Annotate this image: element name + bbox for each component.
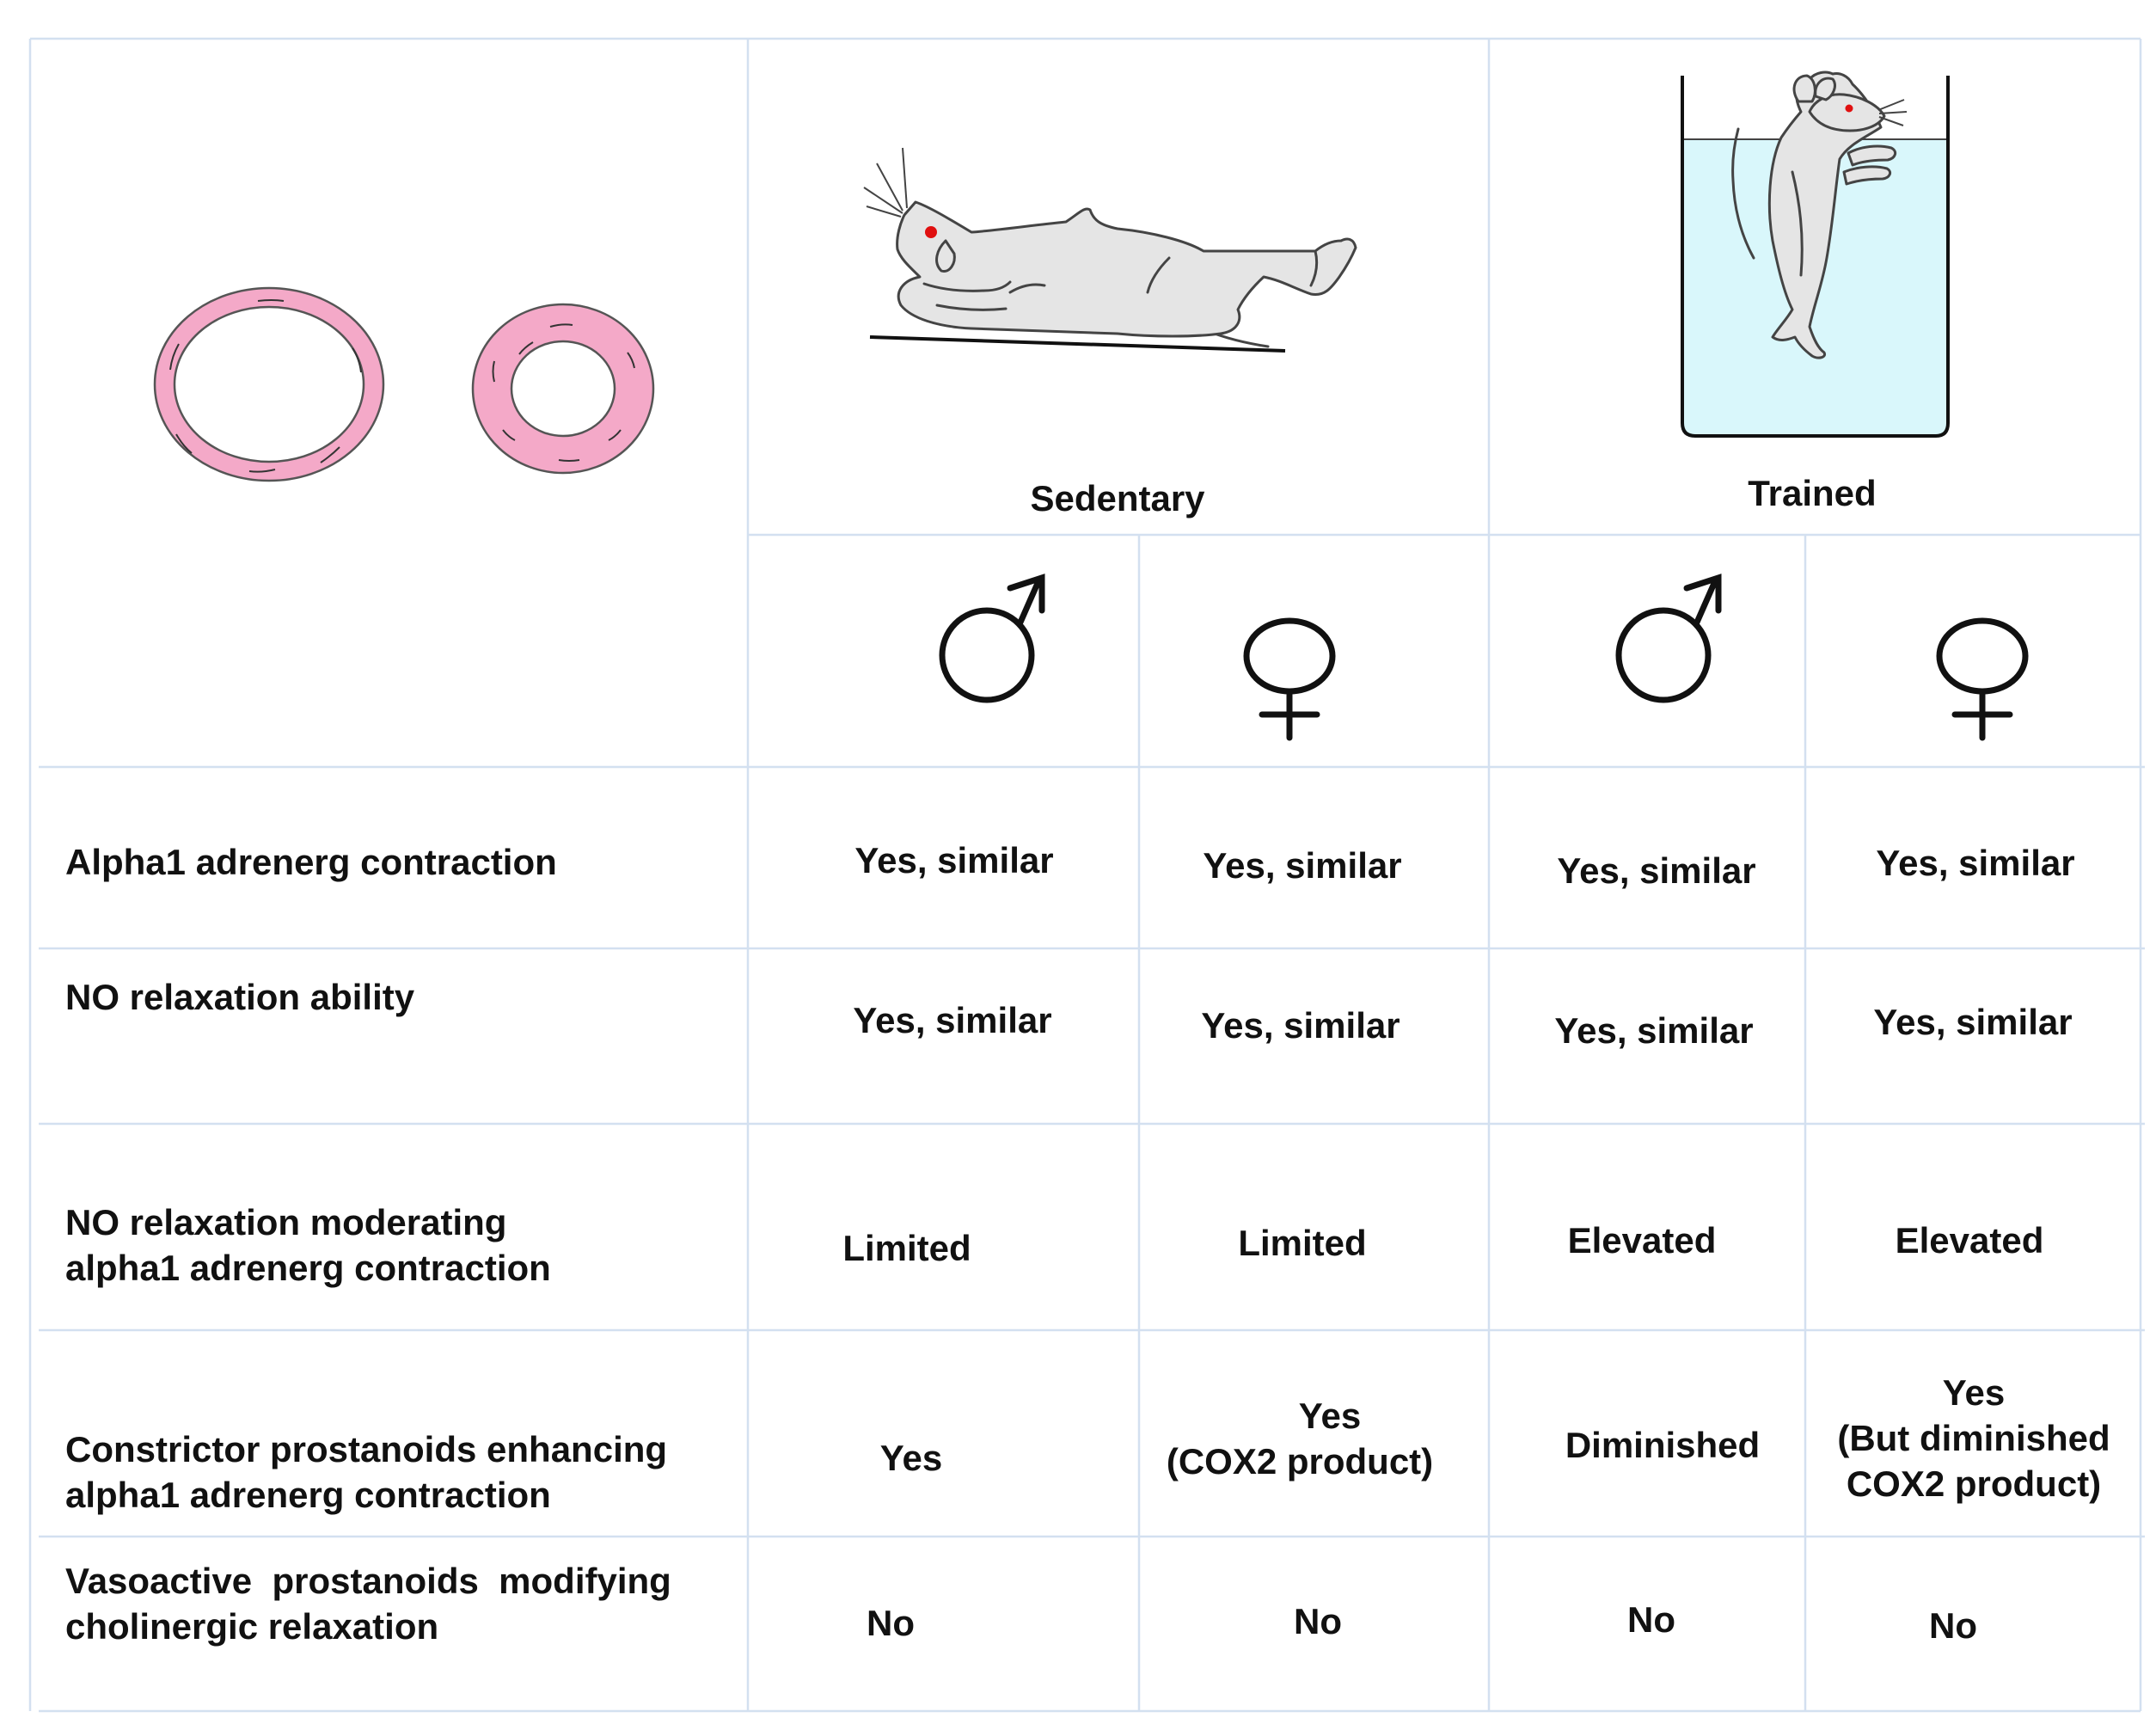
- table-cell: No: [1627, 1599, 1675, 1640]
- table-cell: Limited: [842, 1228, 971, 1268]
- row-label-line: alpha1 adrenerg contraction: [65, 1248, 551, 1288]
- pink-thin-vessel-ring-icon: [155, 288, 383, 481]
- table-cell: Yes, similar: [854, 840, 1054, 880]
- table-cell: No: [1294, 1601, 1342, 1641]
- row-label: [65, 1429, 667, 1515]
- row-label-line: Vasoactive prostanoids modifying: [65, 1561, 671, 1601]
- table-cell-line: Yes: [1942, 1372, 2006, 1413]
- row-label-line: Alpha1 adrenerg contraction: [65, 842, 557, 882]
- table-cell: [1167, 1396, 1433, 1482]
- table-cell-line: (COX2 product): [1166, 1441, 1434, 1482]
- table-cell: Yes, similar: [1554, 1010, 1754, 1051]
- row-label: [65, 977, 415, 1017]
- table-cell: Yes, similar: [853, 1000, 1052, 1040]
- female-symbol-icon: [1246, 621, 1332, 738]
- table-cell: No: [867, 1603, 915, 1643]
- table-cell: Yes, similar: [1557, 850, 1756, 891]
- table-cell: Limited: [1238, 1223, 1367, 1263]
- table-cell-line: COX2 product): [1846, 1463, 2102, 1504]
- table-cell: Elevated: [1567, 1220, 1717, 1261]
- table-cell: Yes, similar: [1873, 1002, 2073, 1042]
- row-label: [65, 1202, 551, 1288]
- pink-thick-vessel-ring-icon: [473, 304, 653, 473]
- table-cell: Yes, similar: [1203, 845, 1402, 886]
- male-symbol-icon: [1619, 578, 1718, 700]
- row-label: [65, 1561, 671, 1647]
- swimming-rat-in-water-tank-icon: [1682, 72, 1948, 436]
- header-sedentary: Sedentary: [1030, 478, 1205, 518]
- row-label-line: alpha1 adrenerg contraction: [65, 1475, 551, 1515]
- row-label-line: Constrictor prostanoids enhancing: [65, 1429, 668, 1469]
- table-cell: Yes: [879, 1438, 943, 1478]
- table-cell: [1837, 1372, 2110, 1504]
- table-cell: Elevated: [1895, 1220, 2044, 1261]
- male-symbol-icon: [942, 578, 1042, 700]
- header-trained: Trained: [1748, 473, 1877, 513]
- row-label: [65, 842, 557, 882]
- female-symbol-icon: [1939, 621, 2025, 738]
- row-label-line: NO relaxation moderating: [65, 1202, 507, 1242]
- resting-rat-icon: [864, 148, 1356, 351]
- table-cell: Yes, similar: [1876, 843, 2075, 883]
- table-cell: Diminished: [1565, 1425, 1761, 1465]
- table-cell: No: [1929, 1605, 1977, 1646]
- row-label-line: NO relaxation ability: [65, 977, 415, 1017]
- table-cell: Yes, similar: [1201, 1005, 1400, 1046]
- table-cell-line: Yes: [1298, 1396, 1362, 1436]
- table-cell-line: (But diminished: [1837, 1418, 2110, 1458]
- row-label-line: cholinergic relaxation: [65, 1606, 439, 1647]
